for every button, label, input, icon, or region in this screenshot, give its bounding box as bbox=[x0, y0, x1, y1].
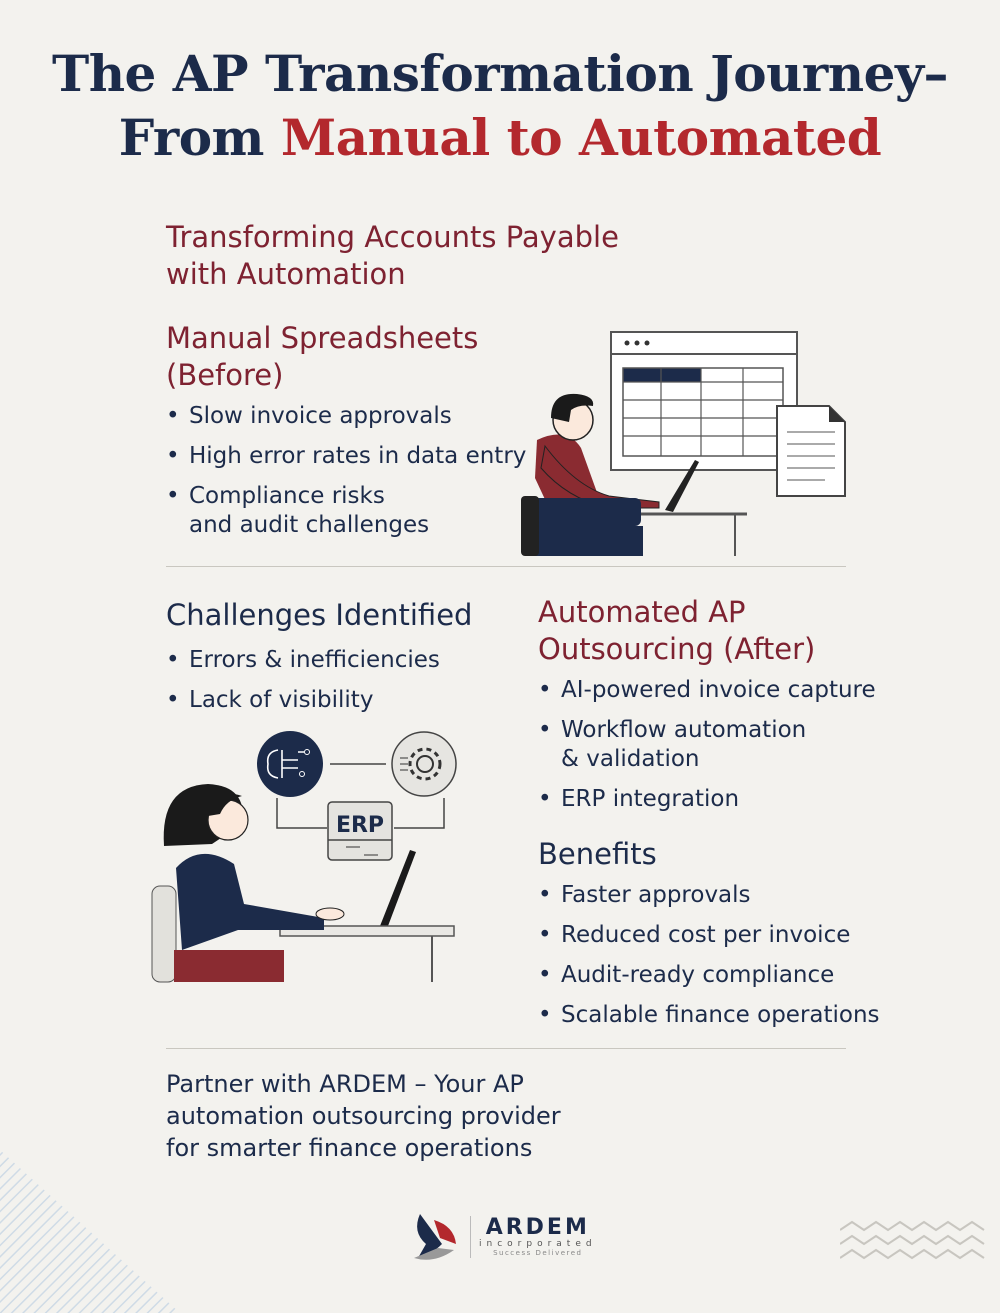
before-heading-1: Manual Spreadsheets bbox=[166, 321, 479, 355]
logo-name: ARDEM bbox=[485, 1215, 590, 1240]
subtitle bbox=[166, 219, 619, 293]
list-item: • Errors & inefficiencies bbox=[166, 646, 472, 675]
before-heading bbox=[166, 320, 526, 394]
gear-icon bbox=[392, 732, 456, 796]
list-item-text: and audit challenges bbox=[189, 512, 430, 538]
list-item: • AI-powered invoice capture bbox=[538, 676, 880, 705]
document-icon bbox=[777, 406, 845, 496]
list-item: • Workflow automation bbox=[538, 716, 880, 745]
list-item: • Compliance risks bbox=[166, 482, 526, 511]
list-item-continuation bbox=[166, 511, 526, 540]
before-section bbox=[166, 320, 526, 551]
challenges-heading: Challenges Identified bbox=[166, 598, 473, 632]
title-line-2 bbox=[0, 106, 1000, 170]
list-item: • ERP integration bbox=[538, 785, 880, 814]
logo-tagline: Success Delivered bbox=[493, 1249, 583, 1257]
benefits-heading: Benefits bbox=[538, 837, 657, 871]
list-item: • Faster approvals bbox=[538, 881, 880, 910]
after-heading-1: Automated AP bbox=[538, 595, 746, 629]
subtitle-line-1: Transforming Accounts Payable bbox=[166, 220, 619, 254]
erp-label: ERP bbox=[335, 813, 385, 838]
list-item-continuation: & validation bbox=[561, 746, 700, 772]
partner-line-1: Partner with ARDEM – Your AP bbox=[166, 1070, 524, 1098]
spreadsheet-window-icon bbox=[611, 332, 797, 470]
list-item: • Scalable finance operations bbox=[538, 1001, 880, 1030]
before-heading-2: (Before) bbox=[166, 358, 284, 392]
title-highlight: Manual to Automated bbox=[280, 108, 882, 167]
partner-callout bbox=[166, 1068, 561, 1164]
challenges-section bbox=[166, 597, 472, 726]
ai-brain-icon bbox=[257, 731, 323, 797]
automation-illustration bbox=[150, 728, 460, 986]
title-prefix: From bbox=[118, 108, 281, 167]
subtitle-line-2: with Automation bbox=[166, 257, 406, 291]
list-item: • Lack of visibility bbox=[166, 686, 472, 715]
decorative-stripes bbox=[0, 1120, 180, 1313]
decorative-zigzag bbox=[840, 1218, 1000, 1268]
list-item: • High error rates in data entry bbox=[166, 442, 526, 471]
divider bbox=[166, 1048, 846, 1049]
ardem-logo bbox=[410, 1210, 597, 1264]
partner-line-3: for smarter finance operations bbox=[166, 1134, 533, 1162]
list-item: • Slow invoice approvals bbox=[166, 402, 526, 431]
divider bbox=[166, 566, 846, 567]
list-item: • Audit-ready compliance bbox=[538, 961, 880, 990]
partner-line-2: automation outsourcing provider bbox=[166, 1102, 561, 1130]
logo-sub: incorporated bbox=[479, 1239, 597, 1249]
list-item: • Reduced cost per invoice bbox=[538, 921, 880, 950]
after-heading bbox=[538, 594, 880, 668]
page-title bbox=[0, 42, 1000, 170]
ardem-logo-mark-icon bbox=[410, 1210, 462, 1264]
after-section bbox=[538, 594, 880, 1041]
person-at-laptop-icon bbox=[152, 784, 454, 982]
manual-spreadsheet-illustration bbox=[515, 328, 855, 560]
erp-box bbox=[328, 802, 392, 860]
title-line-1: The AP Transformation Journey– bbox=[51, 44, 948, 103]
after-heading-2: Outsourcing (After) bbox=[538, 632, 816, 666]
